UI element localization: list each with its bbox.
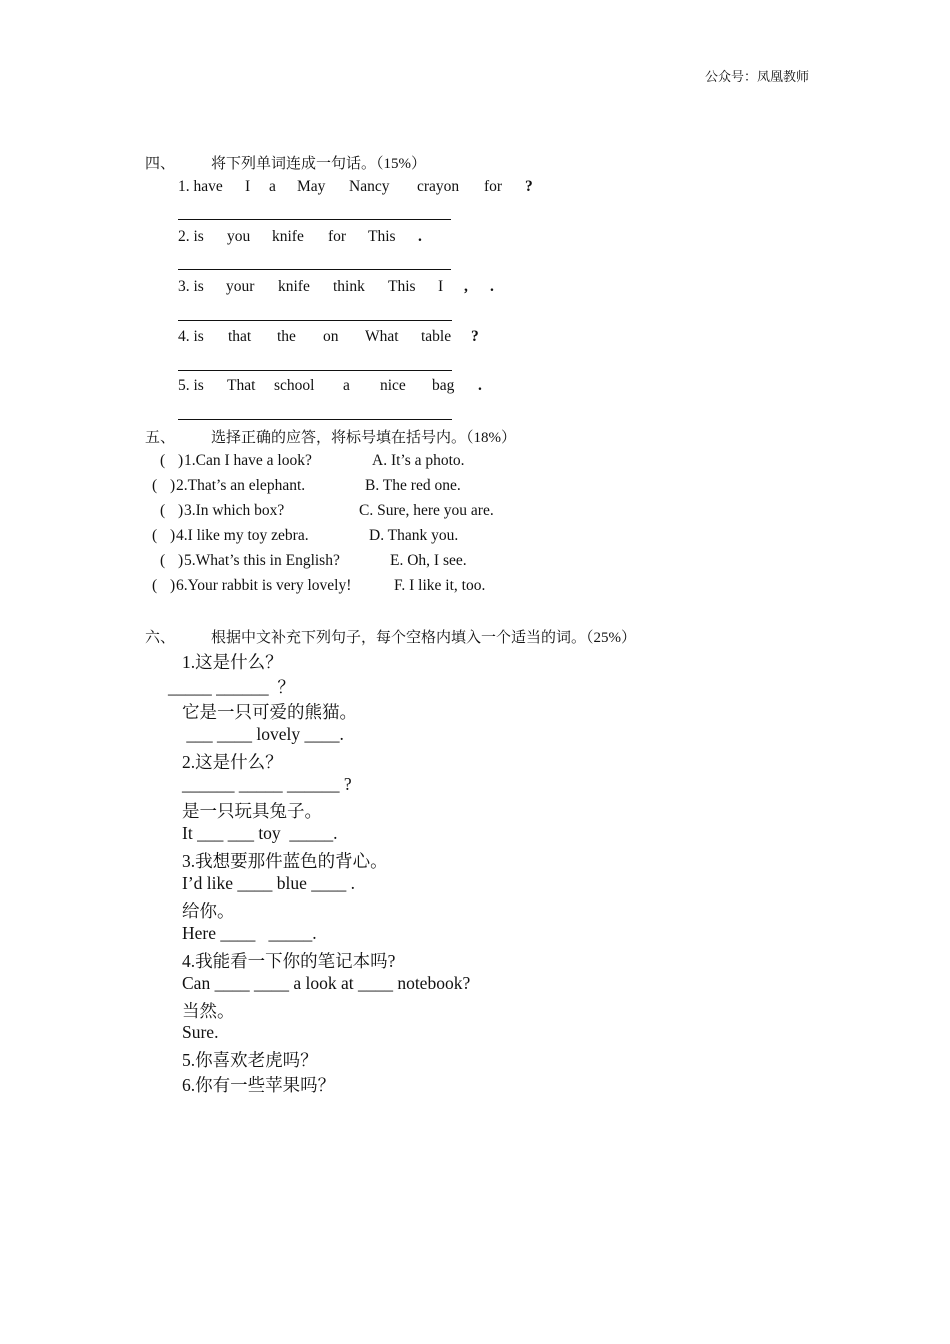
paren-open: ( — [160, 452, 166, 469]
s6-line-6: ______ _____ ______ ? — [182, 774, 352, 794]
answer-line — [178, 320, 452, 321]
paren-close: ) — [178, 552, 184, 569]
paren-open: ( — [152, 527, 158, 544]
word: the — [277, 328, 296, 345]
s6-line-5: 2.这是什么？ — [182, 752, 283, 772]
word: a — [269, 178, 276, 195]
s6-line-15: 当然。 — [182, 1001, 235, 1021]
word: knife — [278, 278, 310, 295]
section-6-title: 根据中文补充下列句子，每个空格内填入一个适当的词。（25%） — [211, 630, 636, 646]
section-6-number: 六、 — [145, 630, 176, 646]
paren-close: ) — [178, 502, 184, 519]
word: I — [245, 178, 251, 195]
paren-open: ( — [160, 552, 166, 569]
word: that — [228, 328, 252, 345]
word: table — [421, 328, 452, 345]
header-source: 公众号：凤凰教师 — [705, 69, 810, 84]
answer-option: B. The red one. — [365, 477, 461, 494]
paren-open: ( — [152, 477, 158, 494]
word: 5. is — [178, 377, 204, 394]
section-5-number: 五、 — [145, 430, 176, 446]
section-4-number: 四、 — [145, 156, 176, 172]
word: a — [343, 377, 350, 394]
paren-open: ( — [160, 502, 166, 519]
paren-close: ) — [170, 527, 176, 544]
punctuation: . — [490, 278, 494, 295]
word: knife — [272, 228, 304, 245]
word: Nancy — [349, 178, 390, 195]
s6-line-14: Can ____ ____ a look at ____ notebook? — [182, 973, 471, 993]
s6-line-16: Sure. — [182, 1022, 219, 1042]
word: crayon — [417, 178, 460, 195]
word: 1. have — [178, 178, 223, 195]
word: on — [323, 328, 339, 345]
s6-line-8: It ___ ___ toy _____. — [182, 823, 338, 843]
word: for — [328, 228, 347, 245]
word: nice — [380, 377, 406, 394]
word: This — [368, 228, 396, 245]
section-5-title: 选择正确的应答，将标号填在括号内。（18%） — [211, 430, 516, 446]
question-text: 2.That’s an elephant. — [176, 477, 306, 494]
word: May — [297, 178, 326, 195]
word: 4. is — [178, 328, 204, 345]
answer-option: A. It’s a photo. — [372, 452, 465, 469]
word: think — [333, 278, 365, 295]
s6-line-18: 6.你有一些苹果吗？ — [182, 1075, 336, 1095]
s6-line-10: I’d like ____ blue ____ . — [182, 873, 356, 893]
answer-line — [178, 419, 452, 420]
paren-close: ) — [170, 577, 176, 594]
word: you — [227, 228, 251, 245]
answer-option: C. Sure, here you are. — [359, 502, 494, 519]
section-4-title: 将下列单词连成一句话。（15%） — [211, 156, 426, 172]
s6-line-9: 3.我想要那件蓝色的背心。 — [182, 851, 388, 871]
word: for — [484, 178, 503, 195]
question-text: 3.In which box? — [184, 502, 285, 519]
punctuation: ? — [471, 328, 479, 345]
punctuation: , — [464, 278, 468, 295]
question-text: 1.Can I have a look? — [184, 452, 312, 469]
question-text: 4.I like my toy zebra. — [176, 527, 309, 544]
paren-close: ) — [170, 477, 176, 494]
word: I — [438, 278, 444, 295]
question-text: 6.Your rabbit is very lovely! — [176, 577, 352, 594]
word: bag — [432, 377, 455, 394]
word: 3. is — [178, 278, 204, 295]
word: 2. is — [178, 228, 204, 245]
s6-line-2: _____ ______ ？ — [168, 677, 295, 697]
s6-line-3: 它是一只可爱的熊猫。 — [182, 702, 357, 722]
s6-line-12: Here ____ _____. — [182, 923, 317, 943]
s6-line-1: 1.这是什么？ — [182, 652, 283, 672]
answer-option: D. Thank you. — [369, 527, 459, 544]
punctuation: ? — [525, 178, 533, 195]
answer-option: F. I like it, too. — [394, 577, 486, 594]
s6-line-13: 4.我能看一下你的笔记本吗? — [182, 951, 396, 971]
paren-open: ( — [152, 577, 158, 594]
answer-line — [178, 370, 452, 371]
answer-line — [178, 219, 451, 220]
word: That — [227, 377, 256, 394]
s6-line-4: ___ ____ lovely ____. — [182, 724, 344, 744]
question-text: 5.What’s this in English? — [184, 552, 340, 569]
word: This — [388, 278, 416, 295]
s6-line-7: 是一只玩具兔子。 — [182, 801, 322, 821]
answer-option: E. Oh, I see. — [390, 552, 467, 569]
s6-line-11: 给你。 — [182, 901, 235, 921]
word: What — [365, 328, 399, 345]
s6-line-17: 5.你喜欢老虎吗？ — [182, 1050, 318, 1070]
word: your — [226, 278, 255, 295]
punctuation: . — [418, 228, 422, 245]
punctuation: . — [478, 377, 482, 394]
paren-close: ) — [178, 452, 184, 469]
word: school — [274, 377, 315, 394]
answer-line — [178, 269, 451, 270]
